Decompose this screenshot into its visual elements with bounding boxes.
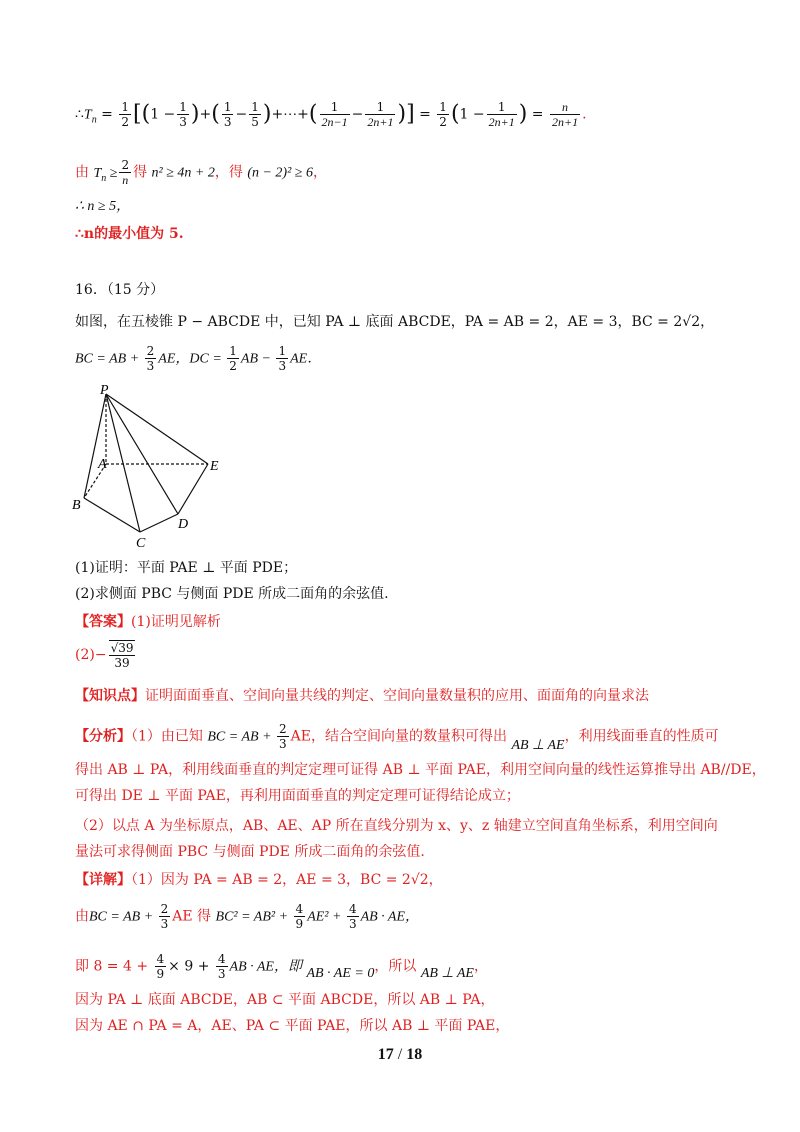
- knowledge-points: 【知识点】证明面面垂直、空间向量共线的判定、空间向量数量积的应用、面面角的向量求法: [75, 688, 649, 704]
- tn-formula: $\therefore T_n$ = $\frac{1}{2}$ [(1 − $\frac{1}{3}$ )+( $\frac{1}{3}$ − $\frac{1}{5}$ )+⋯+( $\frac{1}{2n-1}$ − $\frac{1}{2n+1}$ )] = $\frac{1}{2}$ (1 − $\frac{1}{2n+1}$ ) = $\frac{n}{2n+1}$ .: [75, 100, 587, 129]
- frac-half: $\frac{1}{2}$: [121, 100, 129, 129]
- label-p: P: [100, 383, 109, 398]
- label-b: B: [72, 498, 81, 513]
- question-number: 16．（15 分）: [75, 282, 165, 298]
- pyramid-figure: [70, 382, 240, 552]
- answer-2: (2)− $\frac{√39}{39}$: [75, 641, 134, 670]
- detail-2: 由BC = AB + $\frac{2}{3}$ AE 得 BC² = AB² + $\frac{4}{9}$ AE² + $\frac{4}{3}$ AB · AE，: [75, 902, 420, 931]
- answer: 【答案】(1)证明见解析: [75, 614, 221, 630]
- question-text-2: BC = AB + $\frac{2}{3}$ AE，DC = $\frac{1}{2}$ AB − $\frac{1}{3}$ AE．: [75, 344, 322, 373]
- part-1: (1)证明：平面 PAE ⊥ 平面 PDE；: [75, 560, 298, 576]
- detail-1: 【详解】（1）因为 PA = AB = 2，AE = 3，BC = 2√2，: [75, 872, 443, 888]
- label-c: C: [136, 536, 146, 551]
- detail-3: 即 8 = 4 + $\frac{4}{9}$ × 9 + $\frac{4}{3}$ AB · AE，即 AB · AE = 0，所以 AB ⊥ AE，: [75, 952, 488, 981]
- n-bound: ∴ n ≥ 5，: [75, 199, 131, 214]
- n-min-value: ∴n的最小值为 5.: [75, 226, 184, 242]
- label-a: A: [98, 457, 107, 472]
- label-d: D: [178, 517, 189, 532]
- detail-5: 因为 AE ∩ PA = A，AE、PA ⊂ 平面 PAE，所以 AB ⊥ 平面 PAE，: [75, 1018, 510, 1034]
- part-2: (2)求侧面 PBC 与侧面 PDE 所成二面角的余弦值.: [75, 586, 389, 602]
- question-text-1: 如图，在五棱锥 P − ABCDE 中，已知 PA ⊥ 底面 ABCDE，PA = AB = 2，AE = 3，BC = 2√2，: [75, 314, 715, 330]
- analysis-1: 【分析】（1）由已知 BC = AB + $\frac{2}{3}$ AE，结合空间向量的数量积可得出 AB ⊥ AE，利用线面垂直的性质可: [75, 722, 719, 753]
- label-e: E: [210, 459, 219, 474]
- tn-inequality: 由 $T_n$ ≥ $\frac{2}{n}$ 得 n² ≥ 4n + 2，得 (n − 2)² ≥ 6，: [75, 158, 327, 187]
- detail-4: 因为 PA ⊥ 底面 ABCDE，AB ⊂ 平面 ABCDE，所以 AB ⊥ PA，: [75, 992, 495, 1008]
- analysis-2: 得出 AB ⊥ PA，利用线面垂直的判定定理可证得 AB ⊥ 平面 PAE，利用空间向量的线性运算推导出 AB//DE，: [75, 762, 766, 778]
- analysis-5: 量法可求得侧面 PBC 与侧面 PDE 所成二面角的余弦值.: [75, 844, 425, 860]
- page-number: 17 / 18: [377, 1046, 423, 1063]
- analysis-4: （2）以点 A 为坐标原点，AB、AE、AP 所在直线分别为 x、y、z 轴建立空间直角坐标系，利用空间向: [75, 818, 718, 834]
- analysis-3: 可得出 DE ⊥ 平面 PAE，再利用面面垂直的判定定理可证得结论成立；: [75, 788, 520, 804]
